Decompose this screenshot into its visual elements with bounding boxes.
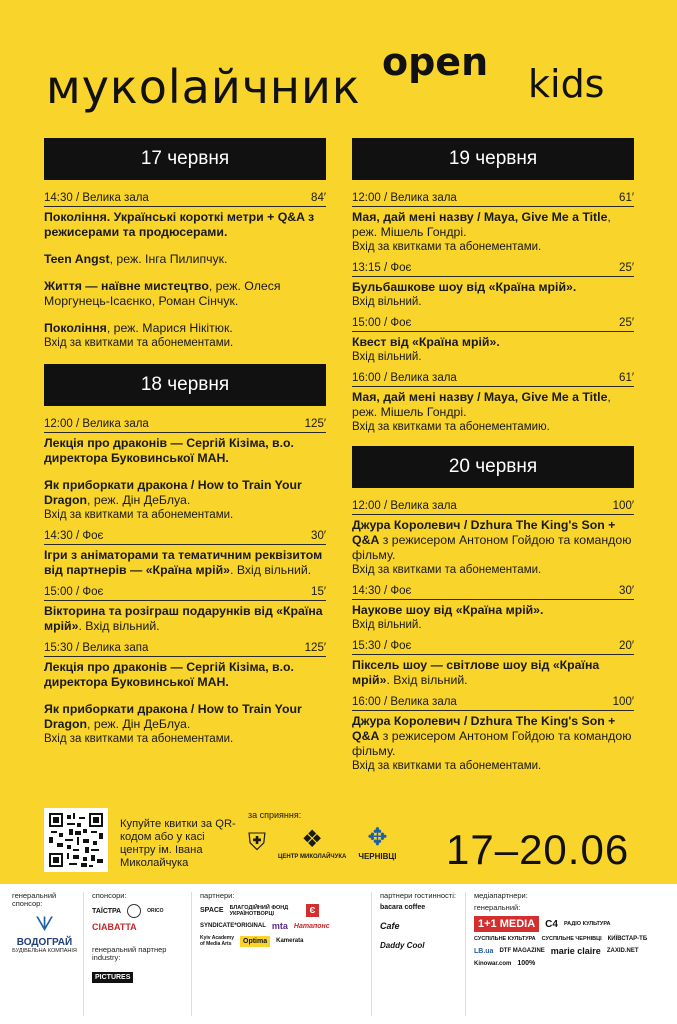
entry-title: Teen Angst: [44, 252, 110, 266]
vodograi-name: ВОДОГРАЙ: [16, 937, 73, 948]
bacara-logo: bacara coffee: [380, 904, 426, 911]
round-emblem-icon: [127, 904, 141, 918]
brand-open: open: [382, 40, 489, 84]
optima-logo: Optima: [240, 936, 270, 947]
event-time-place: 12:00 / Велика зала: [352, 192, 457, 204]
entry-title: Мая, дай мені назву / Maya, Give Me a Title: [352, 210, 608, 224]
event-time-place: 12:00 / Велика зала: [352, 500, 457, 512]
event-entry: [44, 604, 326, 634]
event-meta: [352, 640, 634, 655]
day-header-20: 20 червня: [352, 446, 634, 488]
event: [44, 642, 326, 746]
event-duration: 61′: [619, 192, 634, 204]
ukrainotvortsi-logo: БЛАГОДІЙНИЙ ФОНД УКРАЇНОТВОРЦІ: [229, 904, 289, 917]
ticket-purchase-text: Купуйте квитки за QR-кодом або у касі центру ім. Івана Миколайчука: [120, 818, 236, 869]
event-time-place: 15:00 / Фоє: [44, 586, 104, 598]
entry-title: Як приборкати дракона / How to Train Your Dragon: [44, 702, 302, 731]
media-general-label: генеральний:: [474, 903, 521, 912]
entry-detail: , реж. Дін ДеБлуа.: [87, 717, 191, 731]
media-logos: [474, 916, 666, 967]
kamerata-logo: Kamerata: [276, 938, 304, 944]
hundred-percent-logo: 100%: [517, 960, 536, 967]
entry-detail: , реж. Марися Нікітюк.: [106, 321, 233, 335]
event-entry: [44, 702, 326, 732]
event-entry: [44, 252, 326, 267]
event-meta: [44, 642, 326, 657]
festival-dates: 17–20.06: [446, 826, 630, 873]
qr-code-icon[interactable]: [44, 808, 108, 872]
entry-detail: . Вхід вільний.: [229, 563, 312, 577]
cafe-logo: Cafe: [380, 921, 400, 931]
event-duration: 100′: [612, 500, 634, 512]
event-entry: [44, 321, 326, 336]
chernivtsi-caption: ЧЕРНІВЦІ: [358, 852, 397, 861]
vodograi-sub: БУДІВЕЛЬНА КОМПАНІЯ: [12, 948, 77, 954]
event-duration: 25′: [619, 262, 634, 274]
entry-title: Джура Королевич / Dzhura The King's Son + Q&A: [352, 518, 616, 547]
event-time-place: 14:30 / Велика зала: [44, 192, 149, 204]
event-note: Вхід за квитками та абонементами.: [352, 564, 542, 576]
event-entry: [44, 210, 326, 240]
lb-ua-logo: LB.ua: [474, 947, 494, 955]
sponsors-label: спонсори:: [92, 891, 127, 900]
e-logo-icon: Є: [306, 904, 320, 917]
event-time-place: 13:15 / Фоє: [352, 262, 412, 274]
dtf-magazine-logo: DTF MAGAZINE: [499, 948, 545, 954]
event-time-place: 14:30 / Фоє: [44, 530, 104, 542]
entry-title: Мая, дай мені назву / Maya, Give Me a Title: [352, 390, 608, 404]
day-header-18: 18 червня: [44, 364, 326, 406]
kinowar-logo: Kinowar.com: [474, 960, 512, 967]
entry-detail: з режисером Антоном Гойдою та командою фільму.: [352, 533, 632, 562]
ticket-purchase-block: [44, 808, 244, 878]
event-duration: 125′: [304, 642, 326, 654]
event: [352, 192, 634, 254]
partners-footer: [0, 884, 677, 1024]
general-sponsor-label: генеральний спонсор:: [12, 891, 57, 908]
event-time-place: 15:30 / Фоє: [352, 640, 412, 652]
kama-logo: Kyiv Academy of Media Arts: [200, 935, 234, 947]
partners-logos: [200, 904, 365, 947]
event-entry: [44, 478, 326, 508]
event-meta: [352, 696, 634, 711]
orico-logo: ORICO: [147, 908, 164, 914]
kyivstar-tv-logo: КИЇВСТАР-ТБ: [607, 936, 648, 942]
entry-title: Квест від «Країна мрій».: [352, 335, 500, 349]
radio-kultura-logo: РАДІО КУЛЬТУРА: [563, 921, 611, 927]
event: [352, 585, 634, 632]
day-header-17: 17 червня: [44, 138, 326, 180]
brand-kids: kids: [528, 62, 605, 106]
event-note: Вхід вільний.: [352, 351, 422, 363]
mykolaichuk-center-logo: [278, 826, 346, 860]
festival-logo: [46, 36, 646, 116]
event: [352, 262, 634, 309]
suspilne-chernivtsi-logo: СУСПІЛЬНЕ ЧЕРНІВЦІ: [541, 936, 602, 942]
sponsors-column: [86, 892, 192, 1016]
general-sponsor-column: [6, 892, 84, 1016]
vodograi-logo: [12, 914, 77, 954]
city-council-logo: [248, 829, 266, 857]
event-meta: [352, 585, 634, 600]
event-entry: [44, 548, 326, 578]
entry-detail: . Вхід вільний.: [386, 673, 468, 687]
ciabatta-logo: CIABATTA: [92, 922, 137, 932]
schedule-left-column: [44, 138, 326, 754]
event: [352, 640, 634, 688]
event-entry: [352, 210, 634, 240]
marie-claire-logo: marie claire: [550, 946, 601, 956]
entry-detail: , реж. Мішель Гондрі.: [352, 390, 611, 419]
entry-title: Ігри з аніматорами та тематичним реквізитом від партнерів — «Країна мрій»: [44, 548, 323, 577]
entry-title: Піксель шоу — світлове шоу від «Країна мрій»: [352, 658, 600, 687]
entry-title: Наукове шоу від «Країна мрій».: [352, 603, 544, 617]
channel-4-icon: C4: [545, 918, 558, 930]
event-entry: [352, 658, 634, 688]
event-time-place: 16:00 / Велика зала: [352, 372, 457, 384]
coat-of-arms-icon: ⛨: [248, 828, 266, 856]
taistra-logo: ТАЇСТРА: [92, 907, 122, 915]
hospitality-column: [374, 892, 466, 1016]
event-note: Вхід за квитками та абонементами.: [44, 337, 234, 349]
event-note: Вхід за квитками та абонементами.: [352, 760, 542, 772]
event-entry: [352, 390, 634, 420]
event-meta: [352, 500, 634, 515]
entry-title: Бульбашкове шоу від «Країна мрій».: [352, 280, 577, 294]
chernivtsi-ornament-icon: ✥: [367, 824, 388, 851]
event-note: Вхід вільний.: [352, 619, 422, 631]
event-note: Вхід за квитками та абонементами.: [44, 509, 234, 521]
ornament-icon: ❖: [301, 825, 323, 853]
event-duration: 15′: [311, 586, 326, 598]
brand-name: мyкolaйчник: [46, 60, 361, 114]
entry-title: Лекція про драконів — Сергій Кізіма, в.о. директора Буковинської МАН.: [44, 436, 294, 465]
event-time-place: 14:30 / Фоє: [352, 585, 412, 597]
event-duration: 100′: [612, 696, 634, 708]
event-duration: 61′: [619, 372, 634, 384]
sponsors-logos: [92, 904, 185, 932]
event: [352, 317, 634, 364]
event-duration: 125′: [304, 418, 326, 430]
event: [44, 418, 326, 522]
event: [352, 696, 634, 773]
mta-logo: mta: [271, 921, 288, 931]
event-duration: 84′: [311, 192, 326, 204]
one-plus-one-media-logo: 1+1 MEDIA: [474, 916, 539, 932]
industry-label: генеральний партнер industry:: [92, 945, 167, 962]
event: [352, 372, 634, 434]
day-header-19: 19 червня: [352, 138, 634, 180]
daddy-cool-logo: Daddy Cool: [380, 941, 425, 950]
media-label: медіапартнери:: [474, 891, 528, 900]
event-entry: [44, 279, 326, 309]
entry-detail: , реж. Дін ДеБлуа.: [87, 493, 191, 507]
supporters-logos: [248, 824, 428, 861]
supporters-title: за сприяння:: [248, 810, 302, 820]
event-entry: [44, 436, 326, 466]
industry-partner-logo: PICTURES: [92, 972, 133, 983]
mykolaichuk-center-caption: ЦЕНТР МИКОЛАЙЧУКА: [278, 853, 347, 860]
media-partners-column: [468, 892, 672, 1016]
natapons-logo: Натапонс: [293, 922, 330, 930]
syndicate-logo: SYNDICATE*ORIGINAL: [200, 923, 266, 929]
vodograi-icon: ᗐ: [35, 914, 54, 936]
zaxid-net-logo: ZAXID.NET: [606, 948, 639, 954]
event: [44, 530, 326, 578]
event-entry: [352, 518, 634, 563]
event-entry: [352, 280, 634, 295]
event-entry: [352, 335, 634, 350]
suspilne-kultura-logo: СУСПІЛЬНЕ КУЛЬТУРА: [474, 936, 536, 942]
event-time-place: 16:00 / Велика зала: [352, 696, 457, 708]
event: [352, 500, 634, 577]
event-note: Вхід за квитками та абонементами.: [44, 733, 234, 745]
event-time-place: 15:30 / Велика запа: [44, 642, 149, 654]
event-meta: [352, 262, 634, 277]
entry-detail: , реж. Інга Пилипчук.: [109, 252, 228, 266]
event-note: Вхід за квитками та абонементамию.: [352, 421, 550, 433]
supporters-block: [248, 810, 428, 880]
entry-detail: з режисером Антоном Гойдою та командою фільму.: [352, 729, 632, 758]
entry-detail: . Вхід вільний.: [78, 619, 160, 633]
event-note: Вхід за квитками та абонементами.: [352, 241, 542, 253]
schedule-right-column: [352, 138, 634, 781]
chernivtsi-logo: [358, 824, 396, 861]
event-meta: [44, 192, 326, 207]
event-duration: 30′: [311, 530, 326, 542]
entry-detail: , реж. Олеся Моргунець-Ісаєнко, Роман Сінчук.: [44, 279, 281, 308]
event-entry: [44, 660, 326, 690]
event-meta: [352, 192, 634, 207]
event-time-place: 15:00 / Фоє: [352, 317, 412, 329]
space-logo: SPACE: [200, 907, 224, 914]
event-time-place: 12:00 / Велика зала: [44, 418, 149, 430]
event-note: Вхід вільний.: [352, 296, 422, 308]
hospitality-label: партнери гостинності:: [380, 891, 456, 900]
event-entry: [352, 714, 634, 759]
entry-title: Вікторина та розіграш подарунків від «Країна мрій»: [44, 604, 323, 633]
partners-column: [194, 892, 372, 1016]
event-meta: [44, 530, 326, 545]
entry-title: Покоління: [44, 321, 107, 335]
event-duration: 20′: [619, 640, 634, 652]
partners-label: партнери:: [200, 891, 235, 900]
event-meta: [44, 586, 326, 601]
entry-title: Покоління. Українські короткі метри + Q&A з режисерами та продюсерами.: [44, 210, 315, 239]
event-duration: 30′: [619, 585, 634, 597]
entry-title: Лекція про драконів — Сергій Кізіма, в.о. директора Буковинської МАН.: [44, 660, 294, 689]
entry-title: Як приборкати дракона / How to Train Your Dragon: [44, 478, 302, 507]
entry-title: Життя — наївне мистецтво: [44, 279, 209, 293]
event-meta: [352, 317, 634, 332]
event: [44, 586, 326, 634]
entry-title: Джура Королевич / Dzhura The King's Son + Q&A: [352, 714, 616, 743]
hospitality-logos: [380, 904, 459, 950]
event-meta: [44, 418, 326, 433]
qr-code-graphic: [47, 811, 105, 869]
event-duration: 25′: [619, 317, 634, 329]
event: [44, 192, 326, 350]
entry-detail: , реж. Мішель Гондрі.: [352, 210, 611, 239]
event-entry: [352, 603, 634, 618]
event-meta: [352, 372, 634, 387]
